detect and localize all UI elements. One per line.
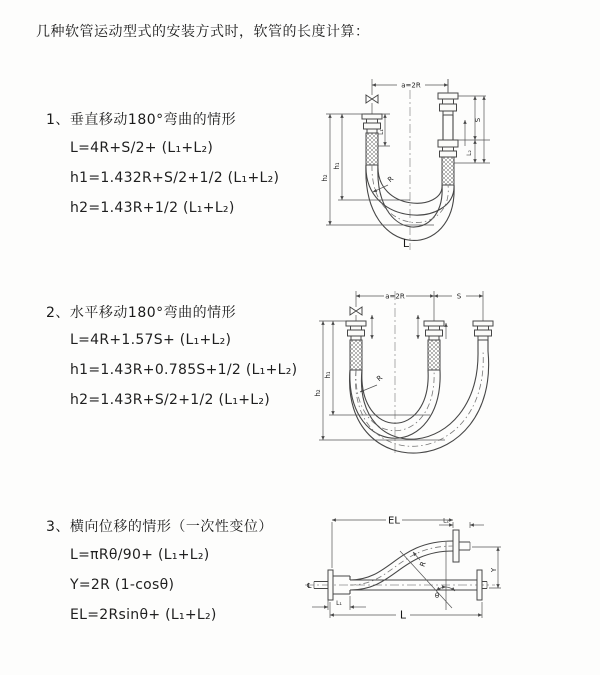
right-hose-fitting-upper	[438, 93, 458, 115]
left-hose-fitting	[346, 321, 366, 340]
diagram-lateral-displacement	[298, 508, 598, 658]
right-flange	[477, 570, 487, 600]
page-title: 几种软管运动型式的安装方式时，软管的长度计算：	[36, 24, 370, 40]
diagram-horizontal-180-bend	[310, 283, 598, 468]
valve-icon	[350, 307, 362, 315]
radius-label: R	[375, 373, 385, 384]
section1-formula-L: L=4R+S/2+ (L₁+L₂)	[70, 140, 214, 156]
section3-heading: 3、横向位移的情形（一次性变位）	[46, 519, 273, 535]
braided-hose-section	[428, 340, 440, 370]
dim-label-h2: h₂	[314, 389, 322, 397]
right-hose-fitting	[473, 321, 493, 340]
right-hose-fitting-lower	[438, 140, 458, 157]
section2-formula-h2: h2=1.43R+S/2+1/2 (L₁+L₂)	[70, 392, 271, 408]
section3-formula-Y: Y=2R (1-cosθ)	[70, 577, 175, 593]
braided-hose-section	[366, 133, 378, 165]
hose-s-curve	[350, 541, 453, 590]
radius-label: R	[418, 560, 428, 568]
dim-label-l2: L₂	[443, 517, 449, 525]
dim-label-el: EL	[388, 515, 400, 527]
dim-label-s: S	[456, 292, 462, 301]
valve-icon	[366, 95, 378, 103]
dim-label-l2: L₂	[466, 150, 473, 156]
diagram-vertical-180-bend	[312, 66, 597, 261]
section1-heading: 1、垂直移动180°弯曲的情形	[46, 112, 237, 128]
section2-formula-L: L=4R+1.57S+ (L₁+L₂)	[70, 332, 232, 348]
length-label: L	[402, 237, 410, 250]
hose-u-bend	[350, 351, 489, 453]
dim-label-l1: L₁	[378, 129, 385, 135]
dim-label-h1: h₁	[333, 162, 341, 170]
angle-label: θ	[434, 592, 440, 600]
dim-label-h1: h₁	[324, 371, 332, 379]
braided-hose-section	[350, 340, 362, 370]
length-label: L	[399, 608, 407, 622]
section1-formula-h2: h2=1.43R+1/2 (L₁+L₂)	[70, 200, 235, 216]
dim-label-y: Y	[490, 567, 498, 573]
section2-heading: 2、水平移动180°弯曲的情形	[46, 305, 237, 321]
centerline-symbol: ℄	[307, 582, 312, 590]
dim-label-l1: L₁	[336, 600, 342, 607]
braided-hose-section	[442, 157, 454, 185]
radius-label: R	[386, 174, 396, 185]
dim-label-s: S	[474, 117, 482, 123]
displaced-flange	[453, 530, 459, 562]
section3-formula-EL: EL=2Rsinθ+ (L₁+L₂)	[70, 607, 217, 623]
dim-label-h2: h₂	[321, 174, 329, 182]
section1-formula-h1: h1=1.432R+S/2+1/2 (L₁+L₂)	[70, 170, 280, 186]
section2-formula-h1: h1=1.43R+0.785S+1/2 (L₁+L₂)	[70, 362, 298, 378]
dim-label-a2r: a=2R	[385, 292, 405, 301]
middle-hose-fitting	[424, 321, 444, 340]
section3-formula-L: L=πRθ/90+ (L₁+L₂)	[70, 547, 210, 563]
dim-label-a2r: a=2R	[401, 81, 421, 90]
